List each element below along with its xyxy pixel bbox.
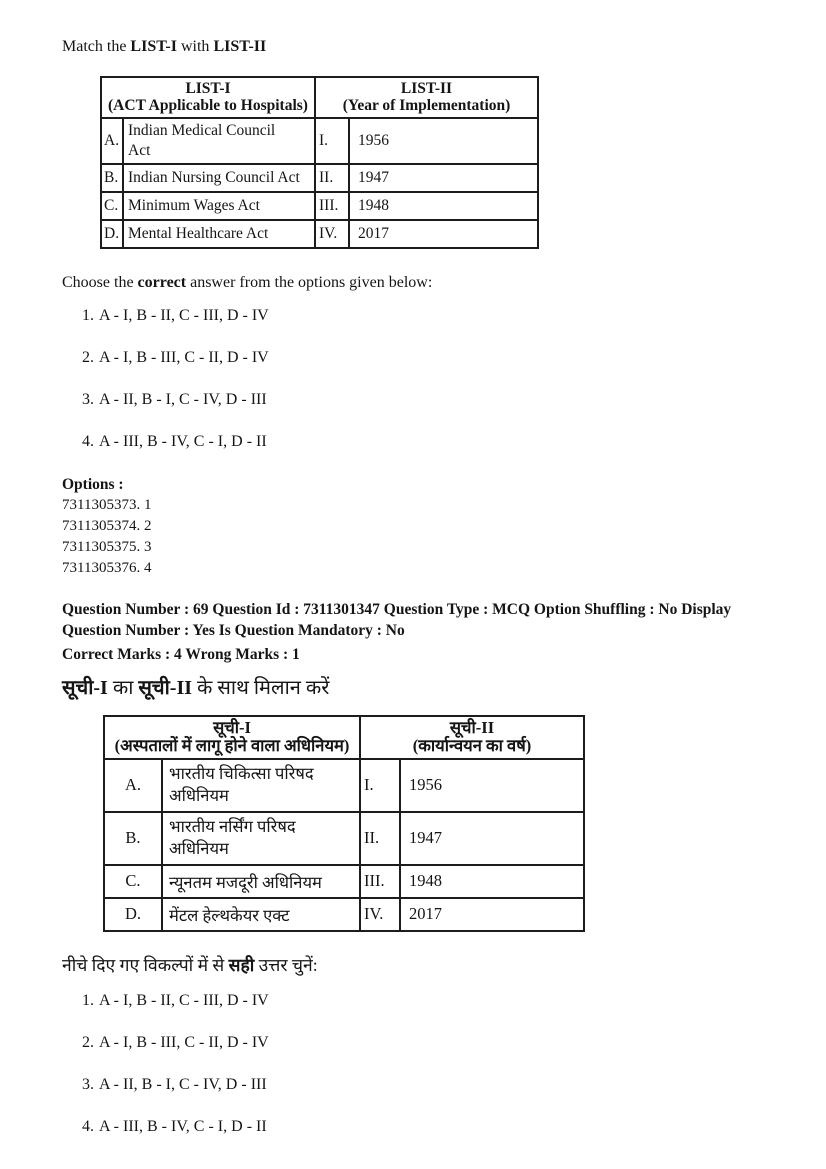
table-header-row [101,77,538,118]
text-segment: with [176,38,214,55]
text-segment: नीचे दिए गए विकल्पों में से [62,954,229,975]
option-text: A - III, B - IV, C - I, D - II [99,432,267,450]
row-numeral: I. [360,759,400,812]
answer-options-en [62,306,772,451]
choose-prompt-hi [62,954,772,977]
list1-title: LIST-I [185,80,231,97]
row-numeral: II. [360,812,400,865]
row-numeral: II. [315,164,349,192]
row-year: 1956 [400,759,584,812]
table-header-list2 [360,716,584,759]
table-header-list2 [315,77,538,118]
row-item-text: Indian Medical Council Act [128,122,276,159]
row-item: मेंटल हेल्थकेयर एक्ट [162,898,360,931]
table-row [104,812,584,865]
answer-option [82,390,772,409]
table-row [101,220,538,248]
option-id-line: 7311305373. 1 [62,496,152,513]
table-header-list1 [104,716,360,759]
row-letter: B. [104,812,162,865]
row-item [162,812,360,865]
row-year: 2017 [349,220,538,248]
row-item [162,759,360,812]
question-meta-line2: Correct Marks : 4 Wrong Marks : 1 [62,645,300,663]
option-text: A - II, B - I, C - IV, D - III [99,390,267,408]
option-text: A - I, B - II, C - III, D - IV [99,991,269,1009]
row-letter: A. [101,118,123,164]
row-year: 1956 [349,118,538,164]
text-segment-bold: सूची-II [138,676,193,699]
text-segment: का [107,676,139,699]
option-id-line: 7311305374. 2 [62,517,152,534]
text-segment-bold: correct [137,273,187,291]
option-text: A - II, B - I, C - IV, D - III [99,1075,267,1093]
match-prompt-hi [62,675,772,701]
row-item [123,118,315,164]
table-header-row [104,716,584,759]
row-numeral: III. [360,865,400,898]
row-item: Mental Healthcare Act [123,220,315,248]
answer-option [82,306,772,325]
row-numeral: IV. [315,220,349,248]
row-letter: B. [101,164,123,192]
row-letter: D. [104,898,162,931]
row-letter: C. [104,865,162,898]
question-meta-line1: Question Number : 69 Question Id : 7311301347 Question Type : MCQ Option Shuffling : No Display Question Number : Yes Is Question Mandatory : No [62,600,732,639]
option-number: 2. [82,348,94,366]
table-row [104,898,584,931]
option-number: 3. [82,390,94,408]
match-prompt-en [62,37,772,56]
row-numeral: I. [315,118,349,164]
answer-option [82,1075,772,1094]
row-item: Indian Nursing Council Act [123,164,315,192]
list2-title: सूची-II [449,717,495,737]
row-letter: A. [104,759,162,812]
table-header-list1 [101,77,315,118]
option-number: 3. [82,1075,94,1093]
option-text: A - I, B - II, C - III, D - IV [99,306,269,324]
text-segment-bold: LIST-II [213,38,267,55]
text-segment: उत्तर चुनें: [254,954,318,975]
row-numeral: IV. [360,898,400,931]
row-year: 2017 [400,898,584,931]
options-label: Options : [62,475,124,493]
list2-subtitle: (कार्यान्वयन का वर्ष) [412,736,532,756]
text-segment: answer from the options given below: [186,273,433,291]
option-text: A - I, B - III, C - II, D - IV [99,348,269,366]
table-row [104,759,584,812]
list-table-hi [103,715,585,932]
option-text: A - I, B - III, C - II, D - IV [99,1033,269,1051]
list1-subtitle: (अस्पतालों में लागू होने वाला अधिनियम) [114,736,350,756]
text-segment-bold: सूची-I [62,676,108,699]
list2-subtitle: (Year of Implementation) [342,97,511,115]
answer-option [82,991,772,1010]
list1-subtitle: (ACT Applicable to Hospitals) [108,97,308,115]
row-letter: C. [101,192,123,220]
answer-option [82,1117,772,1136]
text-segment-bold: LIST-I [130,38,177,55]
answer-option [82,1033,772,1052]
table-row [101,164,538,192]
table-row [101,192,538,220]
row-year: 1948 [349,192,538,220]
answer-options-hi [62,991,772,1136]
row-item: Minimum Wages Act [123,192,315,220]
option-text: A - III, B - IV, C - I, D - II [99,1117,267,1135]
list1-title: सूची-I [213,717,251,737]
answer-option [82,432,772,451]
list2-title: LIST-II [400,80,453,97]
answer-option [82,348,772,367]
text-segment: Choose the [62,273,138,291]
option-number: 1. [82,306,94,324]
text-segment: के साथ मिलान करें [192,676,330,699]
row-item-text: भारतीय चिकित्सा परिषद अधिनियम [169,763,314,806]
option-number: 4. [82,1117,94,1135]
row-year: 1947 [349,164,538,192]
table-row [101,118,538,164]
row-letter: D. [101,220,123,248]
row-item: न्यूनतम मजदूरी अधिनियम [162,865,360,898]
text-segment: Match the [62,38,131,55]
option-number: 1. [82,991,94,1009]
row-item-text: भारतीय नर्सिंग परिषद अधिनियम [169,816,296,859]
option-id-line: 7311305375. 3 [62,538,152,555]
text-segment-bold: सही [228,954,255,975]
option-number: 2. [82,1033,94,1051]
question-meta [62,599,772,665]
choose-prompt-en [62,273,772,292]
option-number: 4. [82,432,94,450]
row-numeral: III. [315,192,349,220]
row-year: 1947 [400,812,584,865]
table-row [104,865,584,898]
list-table-en [100,76,539,249]
option-id-line: 7311305376. 4 [62,559,152,576]
row-year: 1948 [400,865,584,898]
